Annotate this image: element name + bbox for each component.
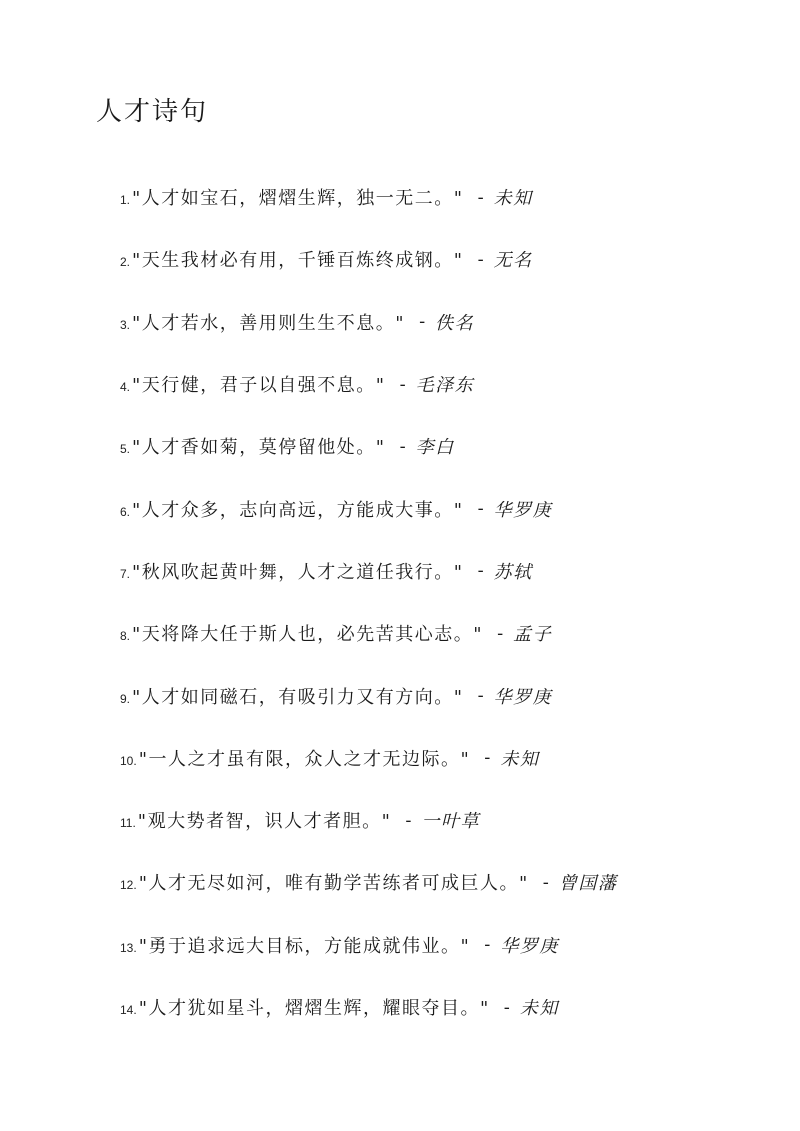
quote-number: 9. xyxy=(120,691,131,706)
quote-number: 7. xyxy=(120,566,131,581)
list-item xyxy=(120,291,617,353)
list-item xyxy=(120,976,617,1038)
quote-dash: - xyxy=(484,934,491,956)
list-item xyxy=(120,477,617,539)
quote-author: 未知 xyxy=(493,188,533,210)
quote-author: 孟子 xyxy=(513,624,553,646)
list-item xyxy=(120,727,617,789)
quote-dash: - xyxy=(405,809,412,831)
quote-dash: - xyxy=(497,622,504,644)
quote-number: 6. xyxy=(120,504,131,519)
quote-number: 12. xyxy=(120,878,137,893)
quote-number: 5. xyxy=(120,442,131,457)
list-item xyxy=(120,914,617,976)
quote-number: 4. xyxy=(120,380,131,395)
quote-number: 14. xyxy=(120,1003,137,1017)
quote-text: "勇于追求远大目标，方能成就伟业。" xyxy=(138,935,471,957)
quote-text: "观大势者智，识人才者胆。" xyxy=(137,811,392,833)
list-item xyxy=(120,353,617,415)
quote-author: 未知 xyxy=(519,998,559,1019)
quote-text: "人才若水，善用则生生不息。" xyxy=(132,312,406,334)
quote-text: "人才众多，志向高远，方能成大事。" xyxy=(132,499,464,521)
quote-dash: - xyxy=(477,560,484,582)
quote-dash: - xyxy=(399,373,406,395)
quote-text: "人才如宝石，熠熠生辉，独一无二。" xyxy=(132,188,464,210)
quote-dash: - xyxy=(477,248,484,270)
quote-number: 3. xyxy=(120,317,131,332)
list-item xyxy=(120,851,617,913)
quote-number: 13. xyxy=(120,940,137,955)
quote-author: 毛泽东 xyxy=(415,375,475,397)
quote-number: 11. xyxy=(120,816,136,831)
quote-author: 华罗庚 xyxy=(500,935,559,957)
quote-dash: - xyxy=(477,498,484,520)
quote-text: "人才如同磁石，有吸引力又有方向。" xyxy=(132,686,464,708)
list-item xyxy=(120,664,617,726)
quote-author: 华罗庚 xyxy=(493,499,553,521)
list-item xyxy=(120,602,617,664)
list-item xyxy=(120,228,617,290)
quote-text: "人才无尽如河，唯有勤学苦练者可成巨人。" xyxy=(138,873,529,895)
quote-text: "天将降大任于斯人也，必先苦其心志。" xyxy=(132,624,484,646)
quote-dash: - xyxy=(477,186,484,208)
quote-number: 10. xyxy=(120,753,137,768)
quote-dash: - xyxy=(399,435,406,457)
quote-text: "人才犹如星斗，熠熠生辉，耀眼夺目。" xyxy=(138,998,490,1019)
quote-text: "天行健，君子以自强不息。" xyxy=(132,375,386,397)
list-item xyxy=(120,540,617,602)
quote-text: "秋风吹起黄叶舞，人才之道任我行。" xyxy=(132,561,464,583)
quote-dash: - xyxy=(542,871,549,893)
quote-number: 2. xyxy=(120,255,131,270)
quote-dash: - xyxy=(419,311,426,333)
quote-dash: - xyxy=(484,747,491,769)
quote-list xyxy=(120,166,617,1038)
list-item xyxy=(120,415,617,477)
quote-author: 苏轼 xyxy=(493,561,533,583)
quote-author: 一叶草 xyxy=(421,811,480,833)
quote-author: 佚名 xyxy=(435,312,475,334)
quote-dash: - xyxy=(503,996,510,1018)
quote-author: 华罗庚 xyxy=(493,686,553,708)
quote-dash: - xyxy=(477,685,484,707)
quote-author: 未知 xyxy=(500,748,540,770)
page-title: 人才诗句 xyxy=(96,97,209,127)
quote-author: 无名 xyxy=(493,250,533,272)
quote-text: "天生我材必有用，千锤百炼终成钢。" xyxy=(132,250,464,272)
quote-number: 1. xyxy=(120,193,131,208)
list-item xyxy=(120,166,617,228)
quote-text: "人才香如菊，莫停留他处。" xyxy=(132,437,386,459)
list-item xyxy=(120,789,617,851)
quote-number: 8. xyxy=(120,629,131,644)
quote-text: "一人之才虽有限，众人之才无边际。" xyxy=(138,748,471,770)
quote-author: 曾国藩 xyxy=(558,873,618,895)
quote-author: 李白 xyxy=(415,437,455,459)
